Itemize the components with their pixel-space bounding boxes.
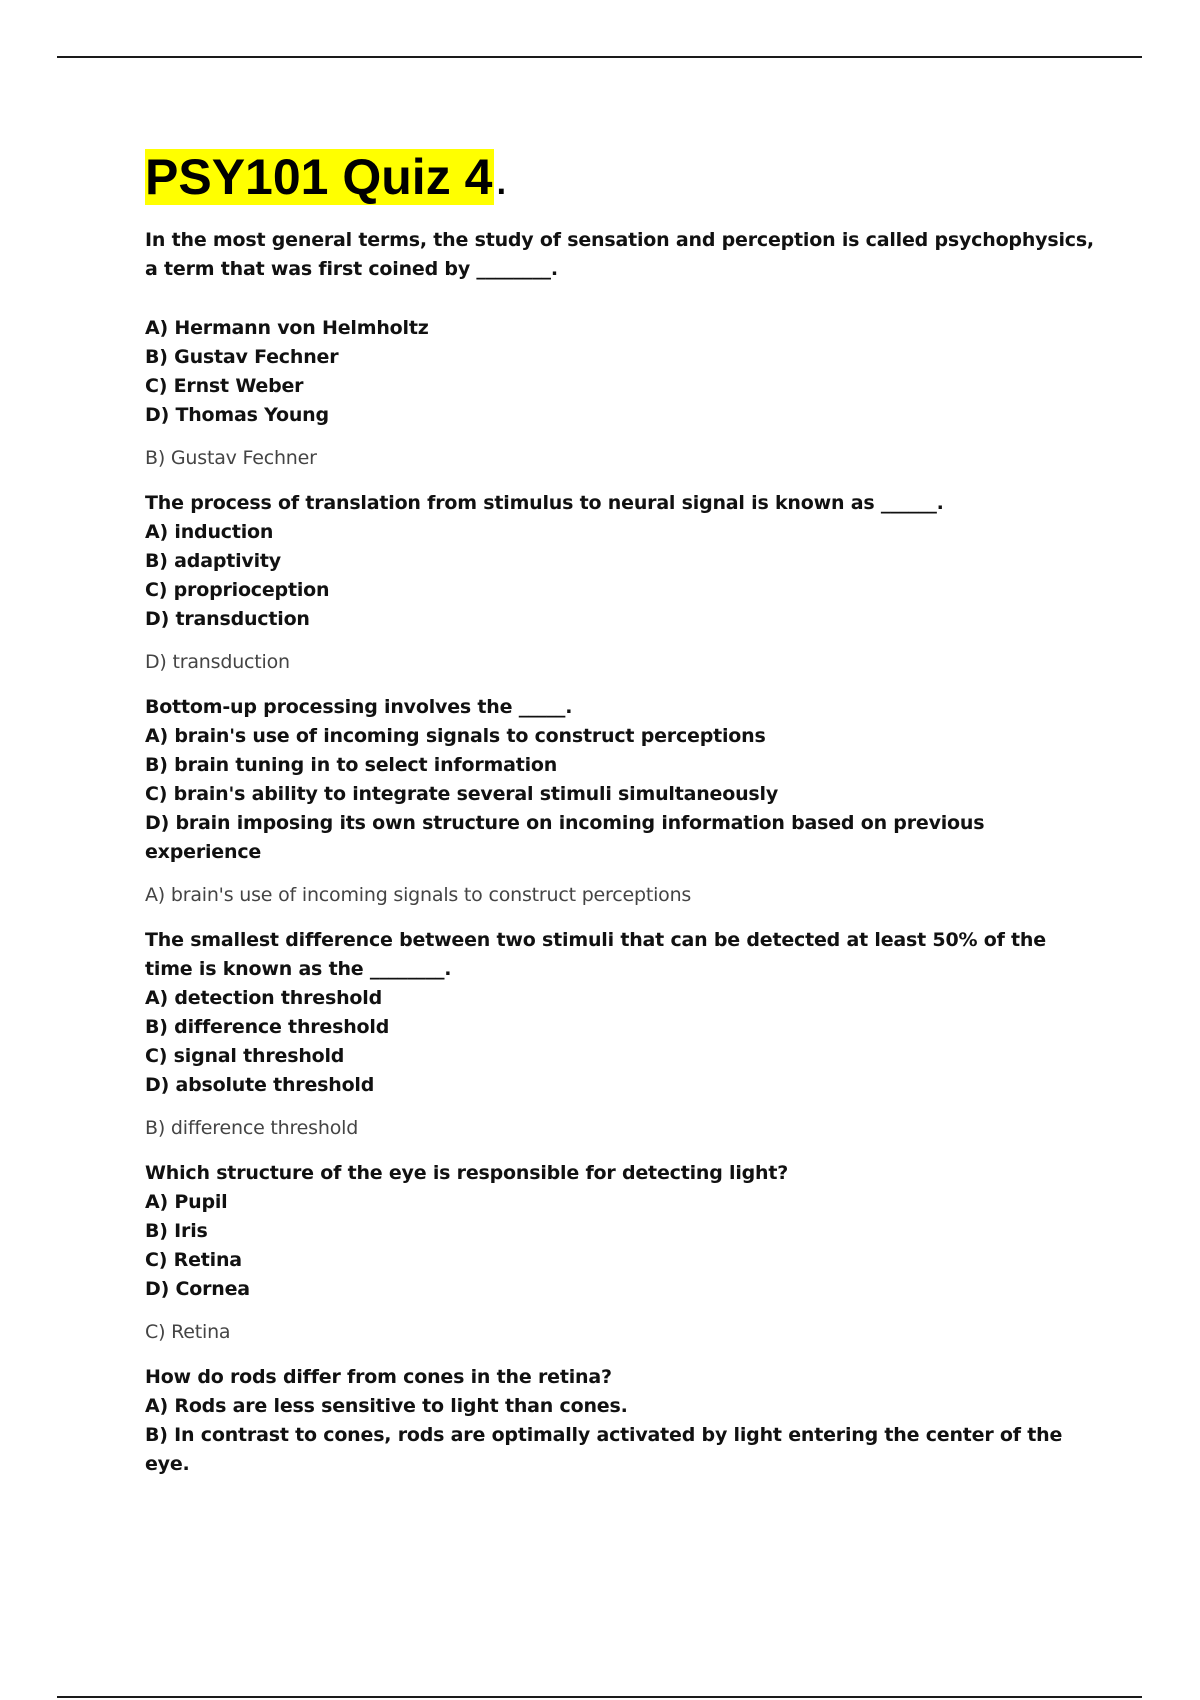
option-a: A) detection threshold <box>145 987 382 1009</box>
option-b: B) brain tuning in to select information <box>145 754 558 776</box>
question-block-4 <box>145 926 1095 1143</box>
spacer <box>145 284 1095 314</box>
option-c: C) Ernst Weber <box>145 375 304 397</box>
question-block-3 <box>145 693 1095 910</box>
option-c: C) proprioception <box>145 579 330 601</box>
option-c: C) signal threshold <box>145 1045 345 1067</box>
option-d: D) Thomas Young <box>145 404 329 426</box>
question-text: How do rods differ from cones in the retina? <box>145 1366 612 1388</box>
option-a: A) induction <box>145 521 274 543</box>
option-b: B) adaptivity <box>145 550 281 572</box>
option-c: C) Retina <box>145 1249 242 1271</box>
document-body <box>145 148 1095 1479</box>
option-list <box>145 1392 1095 1479</box>
option-d: D) absolute threshold <box>145 1074 375 1096</box>
option-d: D) brain imposing its own structure on incoming information based on previous experience <box>145 812 985 863</box>
question-text: Bottom-up processing involves the _____. <box>145 696 573 718</box>
answer-text: D) transduction <box>145 651 290 673</box>
option-d: D) transduction <box>145 608 310 630</box>
question-text: The smallest difference between two stimuli that can be detected at least 50% of the time is known as the ________. <box>145 929 1046 980</box>
option-list <box>145 722 1095 867</box>
option-a: A) brain's use of incoming signals to construct perceptions <box>145 725 766 747</box>
option-b: B) In contrast to cones, rods are optimally activated by light entering the center of the eye. <box>145 1424 1063 1475</box>
bottom-rule <box>57 1696 1142 1698</box>
option-a: A) Rods are less sensitive to light than cones. <box>145 1395 628 1417</box>
option-b: B) Iris <box>145 1220 208 1242</box>
answer-text: B) Gustav Fechner <box>145 447 317 469</box>
option-b: B) Gustav Fechner <box>145 346 339 368</box>
option-list <box>145 1188 1095 1304</box>
question-text: In the most general terms, the study of sensation and perception is called psychophysics, a term that was first coined by ________. <box>145 229 1094 280</box>
question-block-5 <box>145 1159 1095 1347</box>
option-list <box>145 518 1095 634</box>
option-b: B) difference threshold <box>145 1016 390 1038</box>
question-block-2 <box>145 489 1095 677</box>
answer-text: C) Retina <box>145 1321 231 1343</box>
option-list <box>145 984 1095 1100</box>
answer-text: A) brain's use of incoming signals to construct perceptions <box>145 884 692 906</box>
option-d: D) Cornea <box>145 1278 250 1300</box>
top-rule <box>57 56 1142 58</box>
page-title: PSY101 Quiz 4. <box>145 149 509 205</box>
title-highlight: PSY101 Quiz 4 <box>145 149 493 205</box>
question-text: The process of translation from stimulus to neural signal is known as ______. <box>145 492 944 514</box>
option-c: C) brain's ability to integrate several stimuli simultaneously <box>145 783 779 805</box>
question-block-6 <box>145 1363 1095 1479</box>
option-a: A) Pupil <box>145 1191 228 1213</box>
question-text: Which structure of the eye is responsible for detecting light? <box>145 1162 789 1184</box>
question-block-1 <box>145 226 1095 473</box>
option-a: A) Hermann von Helmholtz <box>145 317 429 339</box>
option-list <box>145 314 1095 430</box>
answer-text: B) difference threshold <box>145 1117 359 1139</box>
